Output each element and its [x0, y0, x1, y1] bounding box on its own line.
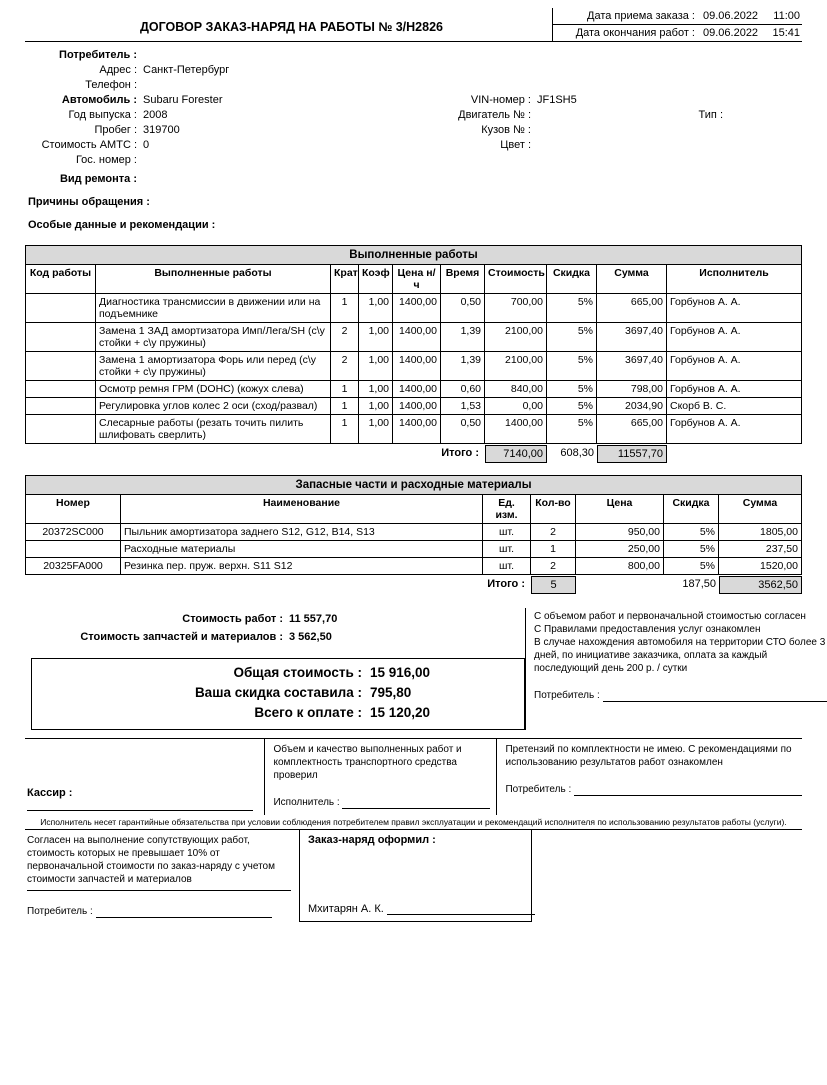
parts-total-sum: 3562,50	[719, 576, 802, 594]
work-executor: Горбунов А. А.	[667, 352, 802, 381]
parts-header-qty: Кол-во	[531, 495, 576, 524]
work-code	[26, 352, 96, 381]
work-executor: Горбунов А. А.	[667, 381, 802, 398]
cashier-signature-line	[27, 800, 253, 811]
payable-value: 15 120,20	[370, 705, 431, 720]
parts-cost-label: Стоимость запчастей и материалов :	[80, 631, 283, 643]
part-number: 20372SC000	[26, 524, 121, 541]
body-label: Кузов № :	[481, 124, 531, 136]
works-header-cost: Стоимость	[485, 265, 547, 294]
works-header-rate: Цена н/ч	[393, 265, 441, 294]
parts-table-title-row	[26, 476, 802, 495]
parts-header-number: Номер	[26, 495, 121, 524]
works-header-discount: Скидка	[547, 265, 597, 294]
discount-total-value: 795,80	[370, 685, 412, 700]
parts-row	[26, 558, 802, 575]
consumer-signature-line	[603, 691, 827, 702]
grand-total-label: Общая стоимость :	[233, 665, 362, 680]
vin-label: VIN-номер :	[470, 94, 531, 106]
works-cost-label: Стоимость работ :	[182, 613, 283, 625]
part-sum: 1805,00	[719, 524, 802, 541]
part-name: Расходные материалы	[121, 541, 483, 558]
dates-block	[552, 8, 802, 41]
works-row	[26, 415, 802, 444]
work-time: 1,39	[441, 323, 485, 352]
work-rate: 1400,00	[393, 323, 441, 352]
part-discount: 5%	[664, 524, 719, 541]
work-qty: 2	[331, 323, 359, 352]
consent-consumer-label: Потребитель :	[27, 906, 93, 917]
grand-total-box	[31, 658, 525, 730]
work-discount: 5%	[547, 294, 597, 323]
works-header-time: Время	[441, 265, 485, 294]
address-value: Санкт-Петербург	[143, 64, 230, 76]
work-discount: 5%	[547, 381, 597, 398]
issuer-name: Мхитарян А. К.	[308, 903, 384, 915]
work-cost: 2100,00	[485, 323, 547, 352]
part-number: 20325FA000	[26, 558, 121, 575]
part-name: Пыльник амортизатора заднего S12, G12, B14, S13	[121, 524, 483, 541]
vin-value: JF1SH5	[537, 94, 577, 106]
works-header-row	[26, 265, 802, 294]
work-koef: 1,00	[359, 352, 393, 381]
work-koef: 1,00	[359, 323, 393, 352]
parts-header-discount: Скидка	[664, 495, 719, 524]
work-rate: 1400,00	[393, 398, 441, 415]
part-price: 950,00	[576, 524, 664, 541]
consent-consumer-signature-line	[96, 907, 272, 918]
work-name: Диагностика трансмиссии в движении или на подъемнике	[96, 294, 331, 323]
cashier-label: Кассир :	[27, 787, 73, 799]
payable-label: Всего к оплате :	[254, 705, 362, 720]
parts-total-label: Итого :	[487, 578, 525, 590]
work-name: Замена 1 амортизатора Форь или перед (с\у стойки + с\у пружины)	[96, 352, 331, 381]
engine-value	[531, 108, 661, 123]
agreement-line-2: С Правилами предоставления услуг ознакомлен	[534, 624, 761, 635]
agreement-line-3: В случае нахождения автомобиля на территории СТО более 3 дней, по инициативе заказчика, оплата за каждый последующий день 200 р. / сутки	[534, 637, 826, 674]
amts-value: 0	[143, 139, 150, 151]
work-code	[26, 381, 96, 398]
part-number	[26, 541, 121, 558]
parts-total-qty: 5	[531, 576, 576, 594]
work-code	[26, 294, 96, 323]
work-discount: 5%	[547, 398, 597, 415]
work-koef: 1,00	[359, 415, 393, 444]
claims-column	[497, 739, 802, 815]
works-total-cost: 7140,00	[485, 445, 547, 463]
consent-column	[25, 830, 299, 922]
address-label: Адрес :	[99, 64, 137, 76]
works-header-qty: Крат	[331, 265, 359, 294]
parts-table	[25, 475, 802, 575]
claims-consumer-label: Потребитель :	[505, 784, 572, 795]
part-unit: шт.	[483, 558, 531, 575]
work-code	[26, 415, 96, 444]
work-rate: 1400,00	[393, 352, 441, 381]
work-koef: 1,00	[359, 398, 393, 415]
discount-total-label: Ваша скидка составила :	[194, 685, 362, 700]
accept-date-label: Дата приема заказа :	[587, 10, 695, 22]
grand-total-value: 15 916,00	[370, 665, 431, 680]
works-header-sum: Сумма	[597, 265, 667, 294]
phone-label: Телефон :	[85, 79, 137, 91]
quality-check-column	[264, 739, 497, 815]
work-sum: 665,00	[597, 294, 667, 323]
work-code	[26, 398, 96, 415]
works-total-discount: 608,30	[560, 447, 594, 459]
work-rate: 1400,00	[393, 381, 441, 398]
consent-text: Согласен на выполнение сопутствующих работ, стоимость которых не превышает 10% от первоначальной стоимости по заказ-наряду с учетом стоимости запчастей и материалов	[27, 834, 291, 891]
works-table-title: Выполненные работы	[26, 246, 802, 265]
part-price: 250,00	[576, 541, 664, 558]
parts-cost-value: 3 562,50	[289, 631, 332, 643]
works-totals-row	[25, 445, 802, 463]
mileage-value: 319700	[143, 124, 180, 136]
accept-date-value: 09.06.2022	[703, 10, 759, 22]
special-label: Особые данные и рекомендации :	[28, 219, 216, 231]
mileage-label: Пробег :	[94, 124, 137, 136]
work-rate: 1400,00	[393, 415, 441, 444]
executor-label: Исполнитель :	[273, 797, 340, 808]
works-header-koef: Коэф	[359, 265, 393, 294]
middle-signature-band	[25, 738, 802, 815]
parts-totals-spacer	[576, 576, 664, 594]
work-executor: Горбунов А. А.	[667, 323, 802, 352]
works-row	[26, 352, 802, 381]
works-header-code: Код работы	[26, 265, 96, 294]
works-table-title-row	[26, 246, 802, 265]
works-row	[26, 323, 802, 352]
work-sum: 798,00	[597, 381, 667, 398]
work-qty: 1	[331, 381, 359, 398]
issuer-signature-line	[387, 904, 535, 915]
agreement-block	[525, 608, 827, 730]
customer-info	[25, 48, 802, 233]
bottom-band	[25, 830, 802, 922]
work-name: Осмотр ремня ГРМ (DOHC) (кожух слева)	[96, 381, 331, 398]
car-label: Автомобиль :	[61, 94, 137, 106]
works-total-label: Итого :	[441, 447, 479, 459]
work-time: 0,60	[441, 381, 485, 398]
part-unit: шт.	[483, 541, 531, 558]
work-discount: 5%	[547, 415, 597, 444]
work-name: Слесарные работы (резать точить пилить шлифовать сверлить)	[96, 415, 331, 444]
part-discount: 5%	[664, 558, 719, 575]
repair-kind-label: Вид ремонта :	[59, 173, 137, 185]
work-executor: Горбунов А. А.	[667, 294, 802, 323]
work-rate: 1400,00	[393, 294, 441, 323]
work-sum: 3697,40	[597, 352, 667, 381]
work-sum: 665,00	[597, 415, 667, 444]
work-qty: 1	[331, 294, 359, 323]
parts-header-unit: Ед. изм.	[483, 495, 531, 524]
amts-label: Стоимость АМТС :	[41, 139, 137, 151]
part-unit: шт.	[483, 524, 531, 541]
year-label: Год выпуска :	[68, 109, 137, 121]
work-time: 1,39	[441, 352, 485, 381]
issued-label: Заказ-наряд оформил :	[308, 834, 436, 846]
accept-time-value: 11:00	[773, 10, 800, 22]
part-price: 800,00	[576, 558, 664, 575]
year-value: 2008	[143, 109, 168, 121]
work-time: 0,50	[441, 294, 485, 323]
part-qty: 1	[531, 541, 576, 558]
cashier-column	[25, 739, 264, 815]
part-sum: 237,50	[719, 541, 802, 558]
work-time: 1,53	[441, 398, 485, 415]
engine-label: Двигатель № :	[458, 109, 531, 121]
work-executor: Горбунов А. А.	[667, 415, 802, 444]
agreement-line-1: С объемом работ и первоначальной стоимостью согласен	[534, 611, 806, 622]
parts-table-title: Запасные части и расходные материалы	[26, 476, 802, 495]
work-koef: 1,00	[359, 381, 393, 398]
part-discount: 5%	[664, 541, 719, 558]
work-name: Регулировка углов колес 2 оси (сход/развал)	[96, 398, 331, 415]
work-discount: 5%	[547, 352, 597, 381]
part-qty: 2	[531, 524, 576, 541]
parts-header-price: Цена	[576, 495, 664, 524]
finish-time-value: 15:41	[772, 27, 800, 39]
works-header-name: Выполненные работы	[96, 265, 331, 294]
claims-text: Претензий по комплектности не имею. С рекомендациями по использованию результатов работ ознакомлен	[505, 744, 792, 768]
work-cost: 0,00	[485, 398, 547, 415]
work-cost: 700,00	[485, 294, 547, 323]
work-cost: 840,00	[485, 381, 547, 398]
car-value: Subaru Forester	[143, 94, 223, 106]
parts-row	[26, 524, 802, 541]
work-time: 0,50	[441, 415, 485, 444]
parts-header-row	[26, 495, 802, 524]
work-discount: 5%	[547, 323, 597, 352]
works-total-sum: 11557,70	[597, 445, 667, 463]
parts-header-sum: Сумма	[719, 495, 802, 524]
executor-signature-line	[342, 798, 490, 809]
work-qty: 2	[331, 352, 359, 381]
plate-label: Гос. номер :	[75, 154, 137, 166]
work-qty: 1	[331, 398, 359, 415]
work-sum: 2034,90	[597, 398, 667, 415]
type-label: Тип :	[698, 109, 723, 121]
work-executor: Скорб В. С.	[667, 398, 802, 415]
works-row	[26, 381, 802, 398]
parts-header-name: Наименование	[121, 495, 483, 524]
warranty-note: Исполнитель несет гарантийные обязательства при условии соблюдения потребителем правил эксплуатации и рекомендаций исполнителя по использованию результатов работы (услуги).	[25, 815, 802, 830]
page-title: ДОГОВОР ЗАКАЗ-НАРЯД НА РАБОТЫ № 3/Н2826	[140, 20, 443, 34]
issuer-column	[299, 830, 532, 922]
bottom-empty-column	[532, 830, 802, 922]
works-totals-spacer	[667, 445, 802, 463]
work-code	[26, 323, 96, 352]
document-header	[25, 8, 802, 42]
works-table	[25, 245, 802, 444]
part-name: Резинка пер. пруж. верхн. S11 S12	[121, 558, 483, 575]
finish-date-value: 09.06.2022	[703, 27, 759, 39]
summary-left	[25, 608, 525, 730]
quality-check-text: Объем и качество выполненных работ и комплектность транспортного средства проверил	[273, 744, 462, 781]
works-row	[26, 294, 802, 323]
work-name: Замена 1 ЗАД амортизатора Имп/Лега/SH (с\у стойки + с\у пружины)	[96, 323, 331, 352]
work-cost: 1400,00	[485, 415, 547, 444]
part-sum: 1520,00	[719, 558, 802, 575]
work-qty: 1	[331, 415, 359, 444]
summary-section	[25, 608, 826, 730]
works-row	[26, 398, 802, 415]
finish-date-label: Дата окончания работ :	[575, 27, 695, 39]
works-header-worker: Исполнитель	[667, 265, 802, 294]
part-qty: 2	[531, 558, 576, 575]
parts-totals-row	[25, 576, 802, 594]
parts-row	[26, 541, 802, 558]
works-cost-value: 11 557,70	[289, 613, 338, 625]
parts-total-discount: 187,50	[682, 578, 716, 590]
work-koef: 1,00	[359, 294, 393, 323]
consumer-label: Потребитель :	[59, 49, 137, 61]
reasons-label: Причины обращения :	[28, 196, 150, 208]
claims-consumer-signature-line	[574, 785, 802, 796]
agreement-consumer-label: Потребитель :	[534, 690, 600, 701]
color-label: Цвет :	[500, 139, 531, 151]
finish-date-row	[553, 25, 802, 41]
work-sum: 3697,40	[597, 323, 667, 352]
work-cost: 2100,00	[485, 352, 547, 381]
accept-date-row	[553, 8, 802, 25]
